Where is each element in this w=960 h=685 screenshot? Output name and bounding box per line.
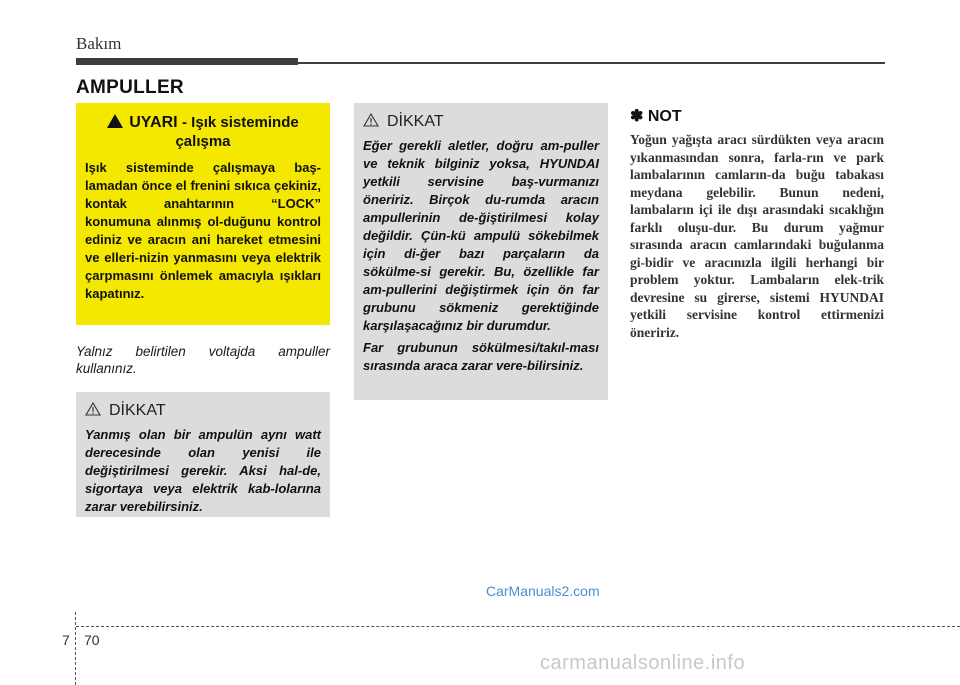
warning-box bbox=[76, 103, 330, 325]
page-number: 70 bbox=[84, 632, 100, 648]
caution-paragraph-1: Eğer gerekli aletler, doğru am-puller ve teknik bilginiz yoksa, HYUNDAI yetkili servisine baş-vurmanızı öneririz. Birçok du-rumda aracın ampullerinin de-ğiştirilmesi kolay değildir. Çün-kü ampulü sökebilmek için di-ğer bazı parçaların da sökülme-si gerekir. Bu, özellikle far am-pullerini değiştirmek için ön far grubunu sökmeniz gerektiğinde karşılaşacağınız bir durumdur. bbox=[363, 138, 599, 333]
page-title: AMPULLER bbox=[76, 77, 184, 98]
watermark-carmanualsonline: carmanualsonline.info bbox=[540, 652, 746, 674]
bulb-voltage-text: Yalnız belirtilen voltajda ampuller kullanınız. bbox=[76, 344, 330, 376]
header-rule bbox=[298, 62, 885, 64]
header-bar-accent bbox=[76, 58, 298, 65]
caution-box-1 bbox=[76, 392, 330, 517]
caution-triangle-icon bbox=[85, 402, 101, 416]
caution-heading-2 bbox=[363, 113, 599, 131]
caution-body-2 bbox=[363, 137, 599, 375]
note-heading bbox=[630, 106, 682, 126]
warning-triangle-icon bbox=[107, 114, 123, 128]
warning-body: Işık sisteminde çalışmaya baş-lamadan önce el frenini sıkıca çekiniz, kontak anahtarının “LOCK” konumuna alınmış ol-duğunu kontrol ediniz ve aracın ani hareket etmesini ve elleri-nizin yanmasını veya elektrik çarpmasını önlemek amacıyla ışıkları kapatınız. bbox=[85, 160, 321, 301]
section-header: Bakım bbox=[76, 34, 122, 53]
caution-paragraph-2: Far grubunun sökülmesi/takıl-ması sırasında araca zarar vere-bilirsiniz. bbox=[363, 340, 599, 373]
caution-body-1: Yanmış olan bir ampulün aynı watt derecesinde olan yenisi ile değiştirilmesi gerekir. Aksi hal-de, sigortaya veya elektrik kab-lolarına zarar verebilirsiniz. bbox=[85, 427, 321, 514]
chapter-number: 7 bbox=[62, 632, 70, 648]
caution-title-1: DİKKAT bbox=[109, 402, 166, 419]
warning-subtitle: - Işık sisteminde bbox=[182, 114, 299, 131]
warning-title: UYARI bbox=[129, 114, 178, 131]
note-title: NOT bbox=[647, 108, 682, 125]
caution-triangle-icon bbox=[363, 113, 379, 127]
warning-heading bbox=[85, 113, 321, 151]
note-body: Yoğun yağışta aracı sürdükten veya aracın yıkanmasından sonra, farla-rın ve park lambalarının camların-da buğu tabakası meydana gelebilir. Bunun nedeni, lambaların içi ile dışı arasındaki sıcaklığın farklı oluşu-dur. Bu durum yağmur sırasında aracın camlarındaki buğulanma gi-bidir ve aracınızla ilgili herhangi bir problem yoktur. Lambaların elek-trik devresine su girerse, sistemi HYUNDAI yetkili servisine kontrol ettirmenizi öneririz. bbox=[630, 132, 884, 340]
footer-vertical-rule bbox=[75, 612, 76, 685]
note-asterisk-icon: ✽ bbox=[630, 108, 644, 125]
caution-title-2: DİKKAT bbox=[387, 113, 444, 130]
caution-box-2 bbox=[354, 103, 608, 400]
warning-subtitle-2: çalışma bbox=[175, 133, 231, 150]
caution-heading-1 bbox=[85, 402, 321, 420]
watermark-carmanuals2: CarManuals2.com bbox=[486, 583, 600, 599]
footer-rule bbox=[76, 626, 960, 627]
